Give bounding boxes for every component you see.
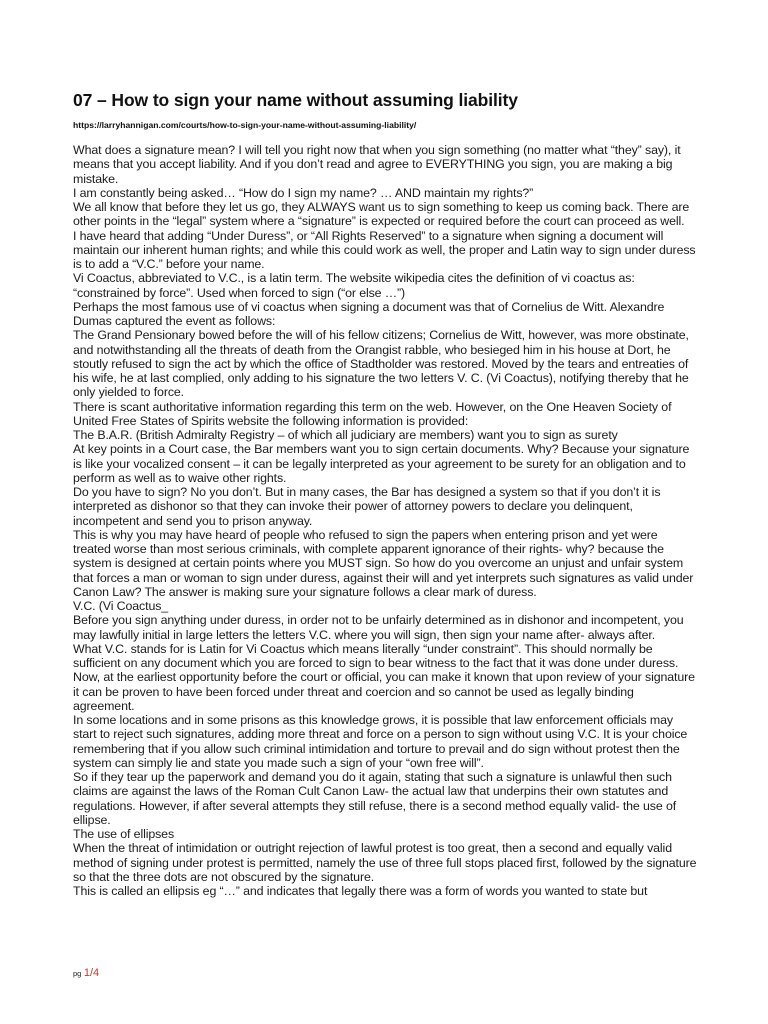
section-heading: V.C. (Vi Coactus_ bbox=[73, 599, 169, 613]
paragraph: What V.C. stands for is Latin for Vi Coactus which means literally “under constraint”. This should normally be sufficient on any document which you are forced to sign to bear witness to the fact that it was done under duress. bbox=[73, 641, 679, 670]
document-title: 07 – How to sign your name without assuming liability bbox=[73, 90, 518, 110]
paragraph: At key points in a Court case, the Bar members want you to sign certain documents. Why? Because your signature is like your vocalized consent – it can be legally interpreted as your agreement to be surety for an obligation and to perform as well as to waive other rights. bbox=[73, 442, 690, 485]
paragraph: So if they tear up the paperwork and demand you do it again, stating that such a signature is unlawful then such claims are against the laws of the Roman Cult Canon Law- the actual law that underpins their own statutes and regulations. However, if after several attempts they still refuse, there is a second method equally valid- the use of ellipse. bbox=[73, 770, 677, 827]
paragraph: There is scant authoritative information regarding this term on the web. However, on the One Heaven Society of United Free States of Spirits website the following information is provided: bbox=[73, 399, 672, 428]
paragraph: The B.A.R. (British Admiralty Registry – of which all judiciary are members) want you to sign as surety bbox=[73, 428, 618, 442]
current-page: 1 bbox=[83, 967, 90, 979]
total-pages: 4 bbox=[93, 967, 100, 979]
paragraph: This is why you may have heard of people who refused to sign the papers when entering prison and yet were treated worse than most serious criminals, with complete apparent ignorance of their rights- why? because the system is designed at certain points where you MUST sign. So how do you overcome an unjust and unfair system that forces a man or woman to sign under duress, against their will and yet interprets such signatures as valid under Canon Law? The answer is making sure your signature follows a clear mark of duress. bbox=[73, 527, 694, 599]
page-number bbox=[73, 967, 99, 980]
paragraph: Vi Coactus, abbreviated to V.C., is a latin term. The website wikipedia cites the definition of vi coactus as: “constrained by force”. Used when forced to sign (“or else …”) bbox=[73, 271, 635, 300]
page-separator: / bbox=[89, 967, 94, 979]
paragraph: I have heard that adding “Under Duress”, or “All Rights Reserved” to a signature when signing a document will maintain our inherent human rights; and while this could work as well, the proper and Latin way to sign under duress is to add a “V.C.” before your name. bbox=[73, 228, 696, 271]
paragraph: Now, at the earliest opportunity before the court or official, you can make it known that upon review of your signature it can be proven to have been forced under threat and coercion and so cannot be used as legally binding agreement. bbox=[73, 670, 695, 713]
document-body bbox=[73, 143, 697, 898]
paragraph: Perhaps the most famous use of vi coactus when signing a document was that of Cornelius de Witt. Alexandre Dumas captured the event as follows: bbox=[73, 299, 665, 328]
paragraph: When the threat of intimidation or outright rejection of lawful protest is too great, then a second and equally valid method of signing under protest is permitted, namely the use of three full stops placed first, followed by the signature so that the three dots are not obscured by the signature. bbox=[73, 841, 697, 884]
document-page bbox=[73, 88, 697, 898]
paragraph: This is called an ellipsis eg “…” and indicates that legally there was a form of words you wanted to state but bbox=[73, 884, 648, 898]
quote-paragraph: The Grand Pensionary bowed before the will of his fellow citizens; Cornelius de Witt, however, was more obstinate, and notwithstanding all the threats of death from the Orangist rabble, who besieged him in his house at Dort, he stoutly refused to sign the act by which the office of Stadtholder was restored. Moved by the tears and entreaties of his wife, he at last complied, only adding to his signature the two letters V. C. (Vi Coactus), notifying thereby that he only yielded to force. bbox=[73, 328, 689, 400]
paragraph: I am constantly being asked… “How do I sign my name? … AND maintain my rights?” bbox=[73, 185, 534, 200]
paragraph: What does a signature mean? I will tell you right now that when you sign something (no matter what “they” say), it means that you accept liability. And if you don’t read and agree to EVERYTHING you sign, you are making a big mistake. bbox=[73, 143, 681, 186]
paragraph: In some locations and in some prisons as this knowledge grows, it is possible that law enforcement officials may start to reject such signatures, adding more threat and force on a person to sign without using V.C. It is your choice remembering that if you allow such criminal intimidation and torture to prevail and do sign without protest then the system can simply lie and state you made such a sign of your “own free will”. bbox=[73, 713, 688, 770]
paragraph: We all know that before they let us go, they ALWAYS want us to sign something to keep us coming back. There are other points in the “legal” system where a “signature” is expected or required before the court can proceed as well. bbox=[73, 200, 690, 229]
section-heading: The use of ellipses bbox=[73, 827, 175, 841]
source-url[interactable]: https://larryhannigan.com/courts/how-to-sign-your-name-without-assuming-liability/ bbox=[73, 120, 417, 130]
paragraph: Do you have to sign? No you don’t. But in many cases, the Bar has designed a system so that if you don’t it is interpreted as dishonor so that they can invoke their power of attorney powers to declare you delinquent, incompetent and send you to prison anyway. bbox=[73, 485, 661, 528]
paragraph: Before you sign anything under duress, in order not to be unfairly determined as in dishonor and incompetent, you may lawfully initial in large letters the letters V.C. where you will sign, then sign your name after- always after. bbox=[73, 613, 684, 642]
page-label: pg bbox=[73, 969, 82, 978]
